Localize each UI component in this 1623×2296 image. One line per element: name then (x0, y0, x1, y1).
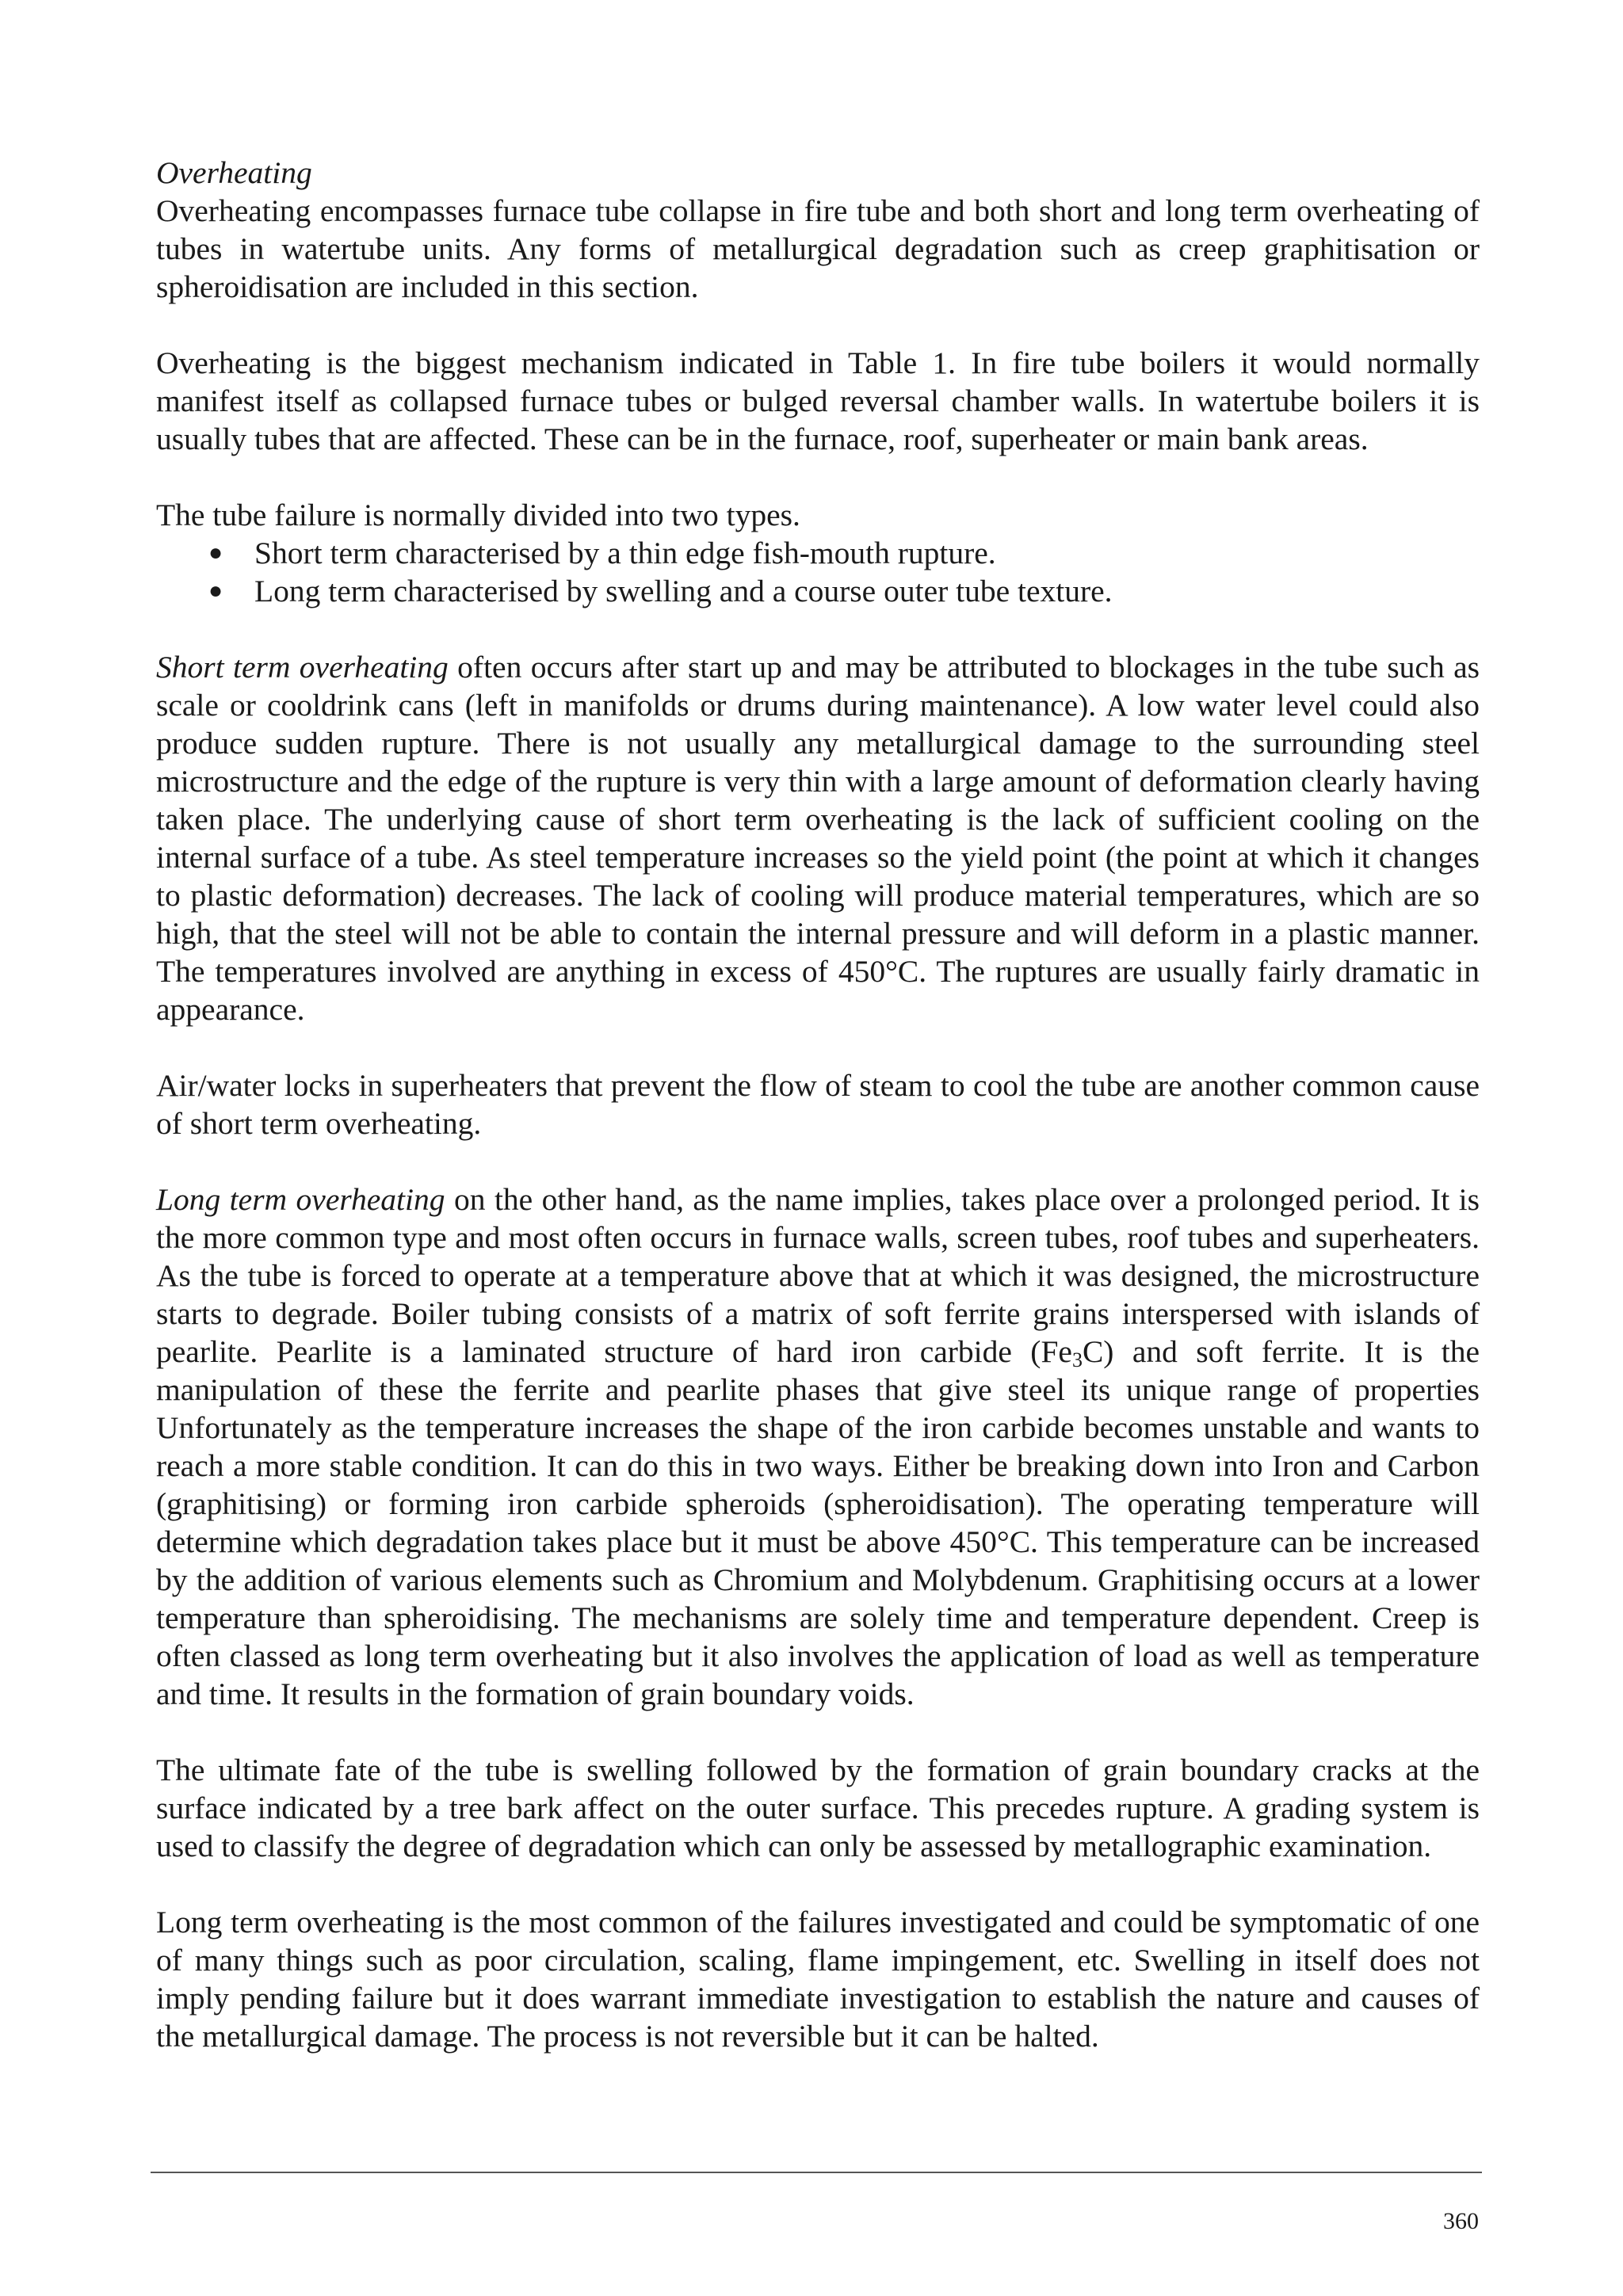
short-term-text: often occurs after start up and may be attributed to blockages in the tube such as scale or cooldrink cans (left in manifolds or drums during maintenance). A low water level could also produce sudden rupture. There is not usually any metallurgical damage to the surrounding steel microstructure and the edge of the rupture is very thin with a large amount of deformation clearly having taken place. The underlying cause of short term overheating is the lack of sufficient cooling on the internal surface of a tube. As steel temperature increases so the yield point (the point at which it changes to plastic deformation) decreases. The lack of cooling will produce material temperatures, which are so high, that the steel will not be able to contain the internal pressure and will deform in a plastic manner. The temperatures involved are anything in excess of 450°C. The ruptures are usually fairly dramatic in appearance. (156, 650, 1480, 1027)
list-item-text: Long term characterised by swelling and a course outer tube texture. (254, 574, 1113, 608)
paragraph-ultimate-fate: The ultimate fate of the tube is swelling followed by the formation of grain boundary cracks at the surface indicated by a tree bark affect on the outer surface. This precedes rupture. A grading system is used to classify the degree of degradation which can only be assessed by metallographic examination. (156, 1753, 1480, 1863)
paragraph-long-term (156, 1180, 1480, 1713)
long-term-text-b: C) and soft ferrite. It is the manipulation of these the ferrite and pearlite phases that give steel its unique range of properties Unfortunately as the temperature increases the shape of the iron carbide becomes unstable and wants to reach a more stable condition. It can do this in two ways. Either be breaking down into Iron and Carbon (graphitising) or forming iron carbide spheroids (spheroidisation). The operating temperature will determine which degradation takes place but it must be above 450°C. This temperature can be increased by the addition of various elements such as Chromium and Molybdenum. Graphitising occurs at a lower temperature than spheroidising. The mechanisms are solely time and temperature dependent. Creep is often classed as long term overheating but it also involves the application of load as well as temperature and time. It results in the formation of grain boundary voids. (156, 1334, 1480, 1711)
section-title: Overheating (156, 155, 312, 190)
page-number: 360 (1443, 2208, 1479, 2234)
bullet-icon: ● (208, 540, 223, 566)
paragraph-intro: Overheating encompasses furnace tube collapse in fire tube and both short and long term overheating of tubes in watertube units. Any forms of metallurgical degradation such as creep graphitisation or spheroidisation are included in this section. (156, 193, 1480, 304)
list-item-text: Short term characterised by a thin edge fish-mouth rupture. (254, 536, 996, 570)
paragraph-air-water-locks: Air/water locks in superheaters that prevent the flow of steam to cool the tube are another common cause of short term overheating. (156, 1068, 1480, 1141)
failure-types-list (156, 534, 1480, 610)
list-item (156, 534, 1480, 572)
footer-divider (151, 2172, 1482, 2173)
list-item (156, 572, 1480, 610)
bullet-icon: ● (208, 578, 223, 604)
paragraph-short-term (156, 648, 1480, 1028)
paragraph-biggest-mechanism: Overheating is the biggest mechanism indicated in Table 1. In fire tube boilers it would normally manifest itself as collapsed furnace tubes or bulged reversal chamber walls. In watertube boilers it is usually tubes that are affected. These can be in the furnace, roof, superheater or main bank areas. (156, 345, 1480, 456)
short-term-lead: Short term overheating (156, 650, 449, 685)
subscript-3: 3 (1071, 1348, 1083, 1371)
long-term-text-a: on the other hand, as the name implies, takes place over a prolonged period. It is the more common type and most often occurs in furnace walls, screen tubes, roof tubes and superheaters. As the tube is forced to operate at a temperature above that at which it was designed, the microstructure starts to degrade. Boiler tubing consists of a matrix of soft ferrite grains interspersed with islands of pearlite. Pearlite is a laminated structure of hard iron carbide (Fe (156, 1182, 1480, 1369)
long-term-lead: Long term overheating (156, 1182, 445, 1217)
paragraph-failure-types: The tube failure is normally divided into two types. (156, 498, 800, 532)
page-content (156, 154, 1480, 2055)
paragraph-most-common: Long term overheating is the most common of the failures investigated and could be symptomatic of one of many things such as poor circulation, scaling, flame impingement, etc. Swelling in itself does not imply pending failure but it does warrant immediate investigation to establish the nature and causes of the metallurgical damage. The process is not reversible but it can be halted. (156, 1905, 1480, 2054)
